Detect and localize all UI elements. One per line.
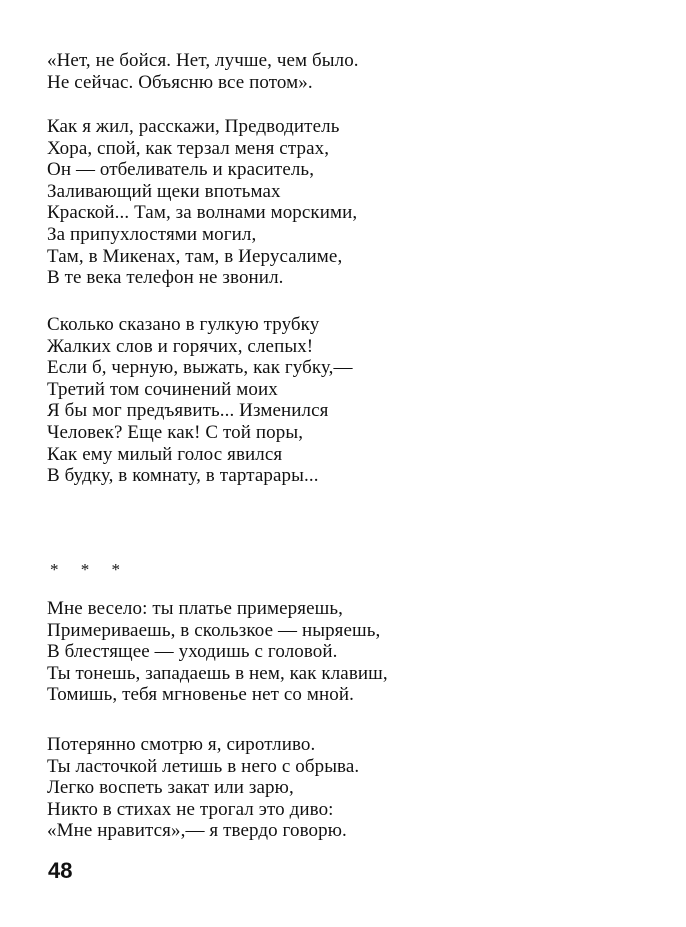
- poem-line: В блестящее — уходишь с головой.: [47, 641, 338, 663]
- poem-line: Сколько сказано в гулкую трубку: [47, 314, 320, 335]
- stanza: [47, 50, 359, 93]
- section-separator: * * *: [50, 560, 129, 579]
- stanza: [47, 734, 359, 842]
- poem-line: Томишь, тебя мгновенье нет со мной.: [47, 684, 354, 706]
- poem-line: Как я жил, расскажи, Предводитель: [47, 116, 340, 137]
- poem-line: Примериваешь, в скользкое — ныряешь,: [47, 619, 381, 641]
- poem-line: Заливающий щеки впотьмах: [47, 180, 281, 202]
- poem-line: Там, в Микенах, там, в Иерусалиме,: [47, 245, 343, 267]
- poem-line: «Нет, не бойся. Нет, лучше, чем было.: [47, 50, 359, 71]
- poem-line: Как ему милый голос явился: [47, 443, 283, 465]
- stanza: [47, 116, 357, 289]
- poem-line: В будку, в комнату, в тартарары...: [47, 465, 319, 487]
- poem-line: В те века телефон не звонил.: [47, 267, 284, 289]
- page-number: 48: [48, 858, 73, 883]
- poem-line: Мне весело: ты платье примеряешь,: [47, 598, 343, 619]
- poem-line: Ты ласточкой летишь в него с обрыва.: [47, 755, 360, 777]
- poem-line: Он — отбеливатель и краситель,: [47, 159, 315, 181]
- poem-line: Не сейчас. Объясню все потом».: [47, 71, 313, 93]
- stanza: [47, 598, 388, 706]
- poem-line: Третий том сочинений моих: [47, 378, 278, 400]
- poem-line: Жалких слов и горячих, слепых!: [47, 335, 314, 357]
- poem-line: Хора, спой, как терзал меня страх,: [47, 137, 330, 159]
- stanza: [47, 314, 353, 487]
- poem-line: За припухлостями могил,: [47, 223, 257, 245]
- poem-line: Человек? Еще как! С той поры,: [47, 421, 304, 443]
- poem-line: Если б, черную, выжать, как губку,—: [47, 357, 353, 379]
- poem-line: Я бы мог предъявить... Изменился: [47, 400, 329, 422]
- poem-line: Потерянно смотрю я, сиротливо.: [47, 734, 316, 755]
- poem-line: «Мне нравится»,— я твердо говорю.: [47, 820, 347, 842]
- poem-line: Краской... Там, за волнами морскими,: [47, 202, 358, 224]
- poem-line: Ты тонешь, западаешь в нем, как клавиш,: [47, 662, 388, 684]
- poem-line: Никто в стихах не трогал это диво:: [47, 798, 334, 820]
- poem-line: Легко воспеть закат или зарю,: [47, 777, 294, 799]
